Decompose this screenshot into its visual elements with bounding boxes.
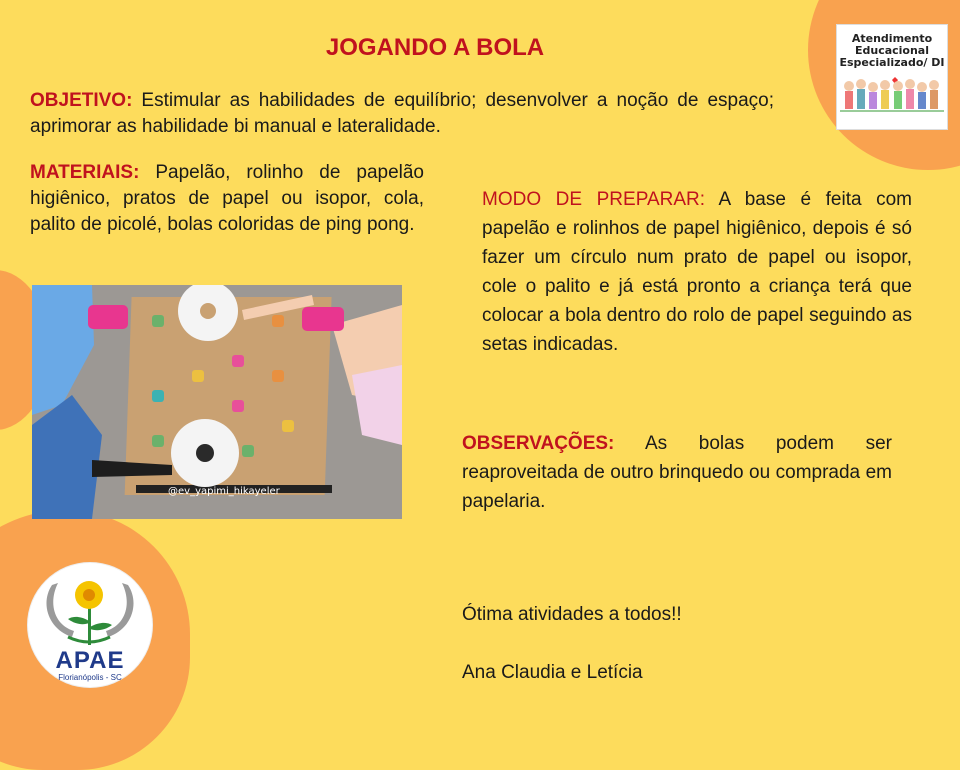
- modo-paragraph: [482, 185, 912, 359]
- materiais-label: MATERIAIS:: [30, 162, 140, 183]
- photo-watermark: @ev_yapimi_hikayeler: [168, 486, 280, 497]
- apae-city: Florianópolis - SC: [58, 673, 122, 682]
- objetivo-label: OBJETIVO:: [30, 90, 133, 111]
- objetivo-text: Estimular as habilidades de equilíbrio; desenvolver a noção de espaço; aprimorar as habilidade bi manual e lateralidade.: [30, 90, 774, 137]
- modo-label: MODO DE PREPARAR:: [482, 189, 706, 210]
- activity-photo: [32, 285, 402, 519]
- materiais-paragraph: [30, 160, 424, 238]
- objetivo-paragraph: [30, 88, 774, 140]
- apae-name: APAE: [55, 647, 125, 674]
- aee-logo-line1: Atendimento: [851, 32, 933, 45]
- aee-children-illustration: [840, 72, 944, 130]
- authors: Ana Claudia e Letícia: [462, 662, 643, 683]
- aee-logo-line3: Especializado/ DI: [839, 56, 945, 69]
- modo-text: A base é feita com papelão e rolinhos de papel higiênico, depois é só fazer um círculo num prato de papel ou isopor, cole o palito e já está pronto a criança terá que colocar a bola dentro do rolo de papel seguindo as setas indicadas.: [482, 189, 912, 355]
- aee-logo-line2: Educacional: [854, 44, 930, 57]
- observacoes-label: OBSERVAÇÕES:: [462, 433, 615, 454]
- observacoes-text: As bolas podem ser reaproveitada de outro brinquedo ou comprada em papelaria.: [462, 433, 892, 512]
- page-title: JOGANDO A BOLA: [325, 34, 545, 61]
- closing-message: Ótima atividades a todos!!: [462, 604, 682, 625]
- apae-logo: [28, 563, 152, 687]
- observacoes-paragraph: [462, 429, 892, 516]
- materiais-text: Papelão, rolinho de papelão higiênico, pratos de papel ou isopor, cola, palito de picolé, bolas coloridas de ping pong.: [30, 162, 424, 235]
